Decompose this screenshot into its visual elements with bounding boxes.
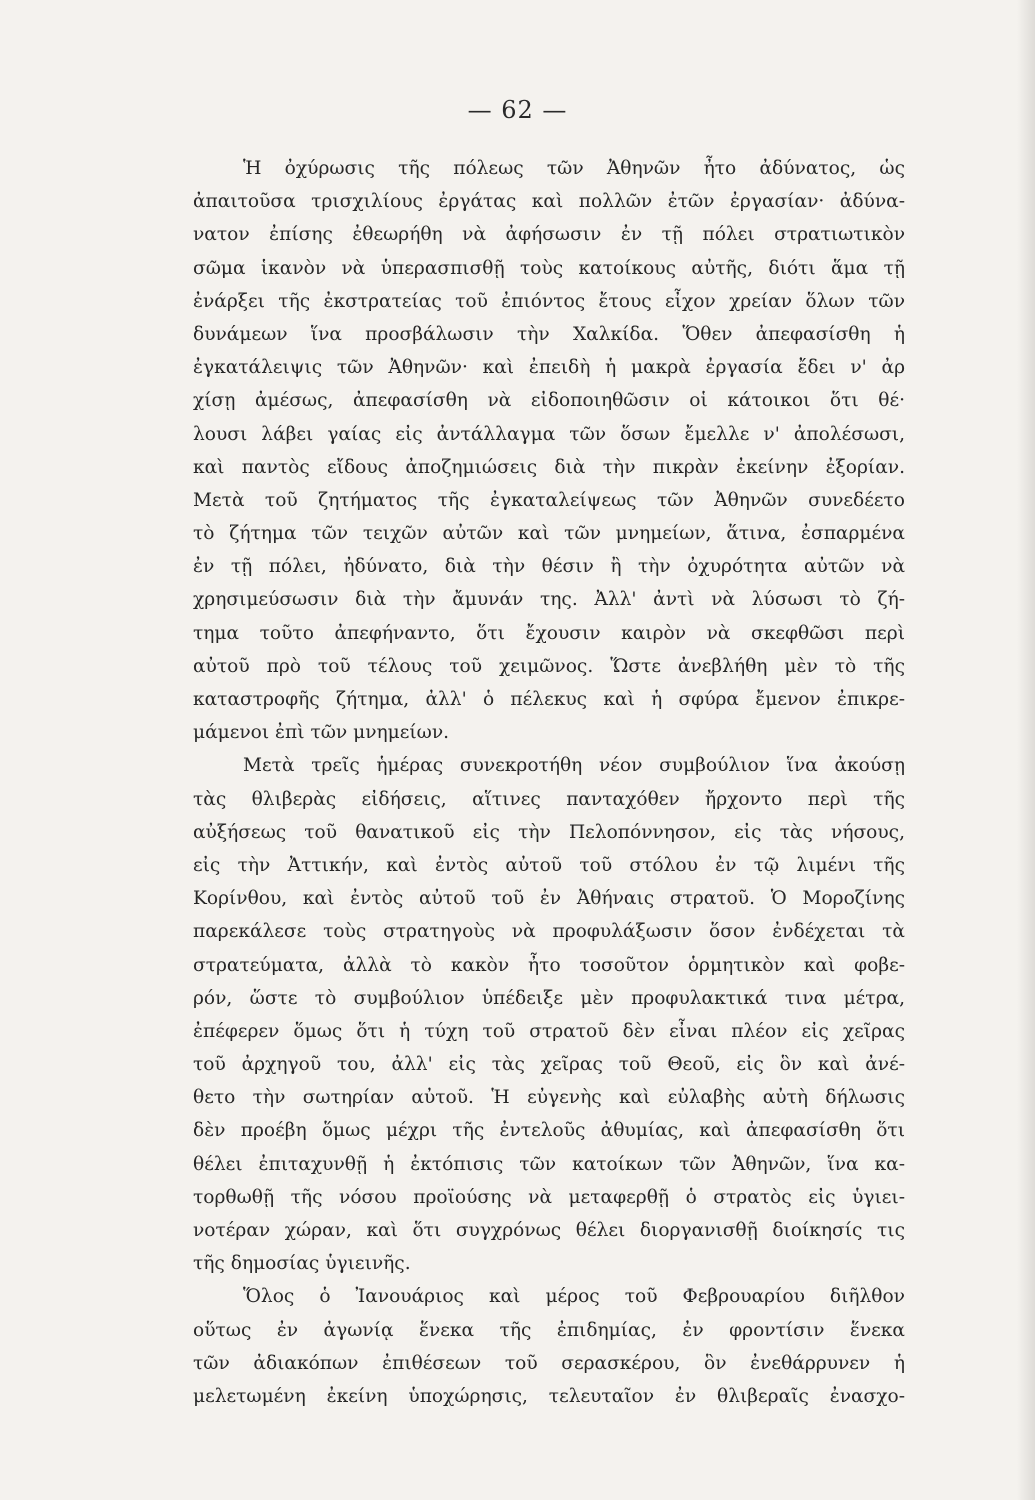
- text-line: τορθωθῇ τῆς νόσου προϊούσης νὰ μεταφερθῇ ὁ στρατὸς εἰς ὑγιει-: [193, 1186, 905, 1208]
- text-line: στρατεύματα, ἀλλὰ τὸ κακὸν ἦτο τοσοῦτον ὁρμητικὸν καὶ φοβε-: [193, 954, 905, 976]
- text-line: ἐνάρξει τῆς ἐκστρατείας τοῦ ἐπιόντος ἔτους εἶχον χρείαν ὅλων τῶν: [193, 290, 905, 312]
- text-line: καταστροφῆς ζήτημα, ἀλλ' ὁ πέλεκυς καὶ ἡ σφύρα ἔμενον ἐπικρε-: [193, 689, 905, 710]
- text-line: Μετὰ τοῦ ζητήματος τῆς ἐγκαταλείψεως τῶν Ἀθηνῶν συνεδέετο: [193, 489, 905, 511]
- text-line: ρόν, ὥστε τὸ συμβούλιον ὑπέδειξε μὲν προφυλακτικά τινα μέτρα,: [193, 987, 905, 1009]
- text-line: λουσι λάβει γαίας εἰς ἀντάλλαγμα τῶν ὅσων ἔμελλε ν' ἀπολέσωσι,: [193, 423, 905, 445]
- body-text: [193, 152, 905, 1413]
- text-line: χίσῃ ἀμέσως, ἀπεφασίσθη νὰ εἰδοποιηθῶσιν οἱ κάτοικοι ὅτι θέ·: [193, 390, 905, 412]
- text-line: σῶμα ἱκανὸν νὰ ὑπερασπισθῇ τοὺς κατοίκους αὐτῆς, διότι ἅμα τῇ: [193, 257, 905, 279]
- text-line: δὲν προέβη ὅμως μέχρι τῆς ἐντελοῦς ἀθυμίας, καὶ ἀπεφασίσθη ὅτι: [193, 1120, 905, 1142]
- text-line: ἀπαιτοῦσα τρισχιλίους ἐργάτας καὶ πολλῶν ἐτῶν ἐργασίαν· ἀδύνα-: [193, 191, 905, 213]
- text-line: τημα τοῦτο ἀπεφήναντο, ὅτι ἔχουσιν καιρὸν νὰ σκεφθῶσι περὶ: [193, 622, 905, 644]
- text-line: παρεκάλεσε τοὺς στρατηγοὺς νὰ προφυλάξωσιν ὅσον ἐνδέχεται τὰ: [193, 921, 905, 943]
- text-line: εἰς τὴν Ἀττικήν, καὶ ἐντὸς αὐτοῦ τοῦ στόλου ἐν τῷ λιμένι τῆς: [193, 854, 905, 876]
- text-line: τὰς θλιβερὰς εἰδήσεις, αἵτινες πανταχόθεν ἤρχοντο περὶ τῆς: [193, 788, 905, 810]
- text-line: θέλει ἐπιταχυνθῇ ἡ ἐκτόπισις τῶν κατοίκων τῶν Ἀθηνῶν, ἵνα κα-: [193, 1153, 905, 1175]
- text-line: Μετὰ τρεῖς ἡμέρας συνεκροτήθη νέον συμβούλιον ἵνα ἀκούσῃ: [243, 755, 905, 777]
- text-line: νατον ἐπίσης ἐθεωρήθη νὰ ἀφήσωσιν ἐν τῇ πόλει στρατιωτικὸν: [193, 224, 905, 246]
- page-edge-shadow: [1017, 0, 1035, 1500]
- text-line: θετο τὴν σωτηρίαν αὐτοῦ. Ἡ εὐγενὴς καὶ εὐλαβὴς αὐτὴ δήλωσις: [193, 1087, 905, 1109]
- text-line: νοτέραν χώραν, καὶ ὅτι συγχρόνως θέλει διοργανισθῇ διοίκησίς τις: [193, 1220, 905, 1241]
- text-line: τῶν ἀδιακόπων ἐπιθέσεων τοῦ σερασκέρου, ὃν ἐνεθάρρυνεν ἡ: [193, 1352, 905, 1374]
- text-line: Ἡ ὀχύρωσις τῆς πόλεως τῶν Ἀθηνῶν ἦτο ἀδύνατος, ὡς: [243, 158, 905, 179]
- page-number: — 62 —: [467, 96, 568, 124]
- text-line: αὐξήσεως τοῦ θανατικοῦ εἰς τὴν Πελοπόννησον, εἰς τὰς νήσους,: [193, 821, 905, 843]
- text-line: δυνάμεων ἵνα προσβάλωσιν τὴν Χαλκίδα. Ὅθεν ἀπεφασίσθη ἡ: [193, 323, 905, 345]
- text-line: ἐγκατάλειψις τῶν Ἀθηνῶν· καὶ ἐπειδὴ ἡ μακρὰ ἐργασία ἔδει ν' ἀρ: [193, 357, 905, 379]
- text-line: χρησιμεύσωσιν διὰ τὴν ἄμυνάν της. Ἀλλ' ἀντὶ νὰ λύσωσι τὸ ζή-: [193, 589, 905, 611]
- text-line: μάμενοι ἐπὶ τῶν μνημείων.: [193, 722, 450, 744]
- text-line: τῆς δημοσίας ὑγιεινῆς.: [193, 1253, 411, 1275]
- text-line: οὕτως ἐν ἀγωνίᾳ ἕνεκα τῆς ἐπιδημίας, ἐν φροντίσιν ἕνεκα: [193, 1319, 905, 1341]
- text-line: τὸ ζήτημα τῶν τειχῶν αὐτῶν καὶ τῶν μνημείων, ἅτινα, ἐσπαρμένα: [193, 523, 905, 545]
- text-line: καὶ παντὸς εἴδους ἀποζημιώσεις διὰ τὴν πικρὰν ἐκείνην ἐξορίαν.: [193, 456, 905, 478]
- text-line: ἐν τῇ πόλει, ἠδύνατο, διὰ τὴν θέσιν ἢ τὴν ὀχυρότητα αὐτῶν νὰ: [193, 556, 905, 578]
- text-line: Κορίνθου, καὶ ἐντὸς αὐτοῦ τοῦ ἐν Ἀθήναις στρατοῦ. Ὁ Μοροζίνης: [193, 888, 905, 910]
- text-line: μελετωμένη ἐκείνη ὑποχώρησις, τελευταῖον ἐν θλιβεραῖς ἐνασχο-: [193, 1385, 905, 1407]
- text-line: τοῦ ἀρχηγοῦ του, ἀλλ' εἰς τὰς χεῖρας τοῦ Θεοῦ, εἰς ὃν καὶ ἀνέ-: [193, 1054, 905, 1076]
- text-line: Ὅλος ὁ Ἰανουάριος καὶ μέρος τοῦ Φεβρουαρίου διῆλθον: [243, 1286, 905, 1308]
- text-line: ἐπέφερεν ὅμως ὅτι ἡ τύχη τοῦ στρατοῦ δὲν εἶναι πλέον εἰς χεῖρας: [193, 1020, 905, 1042]
- text-line: αὐτοῦ πρὸ τοῦ τέλους τοῦ χειμῶνος. Ὥστε ἀνεβλήθη μὲν τὸ τῆς: [193, 655, 905, 677]
